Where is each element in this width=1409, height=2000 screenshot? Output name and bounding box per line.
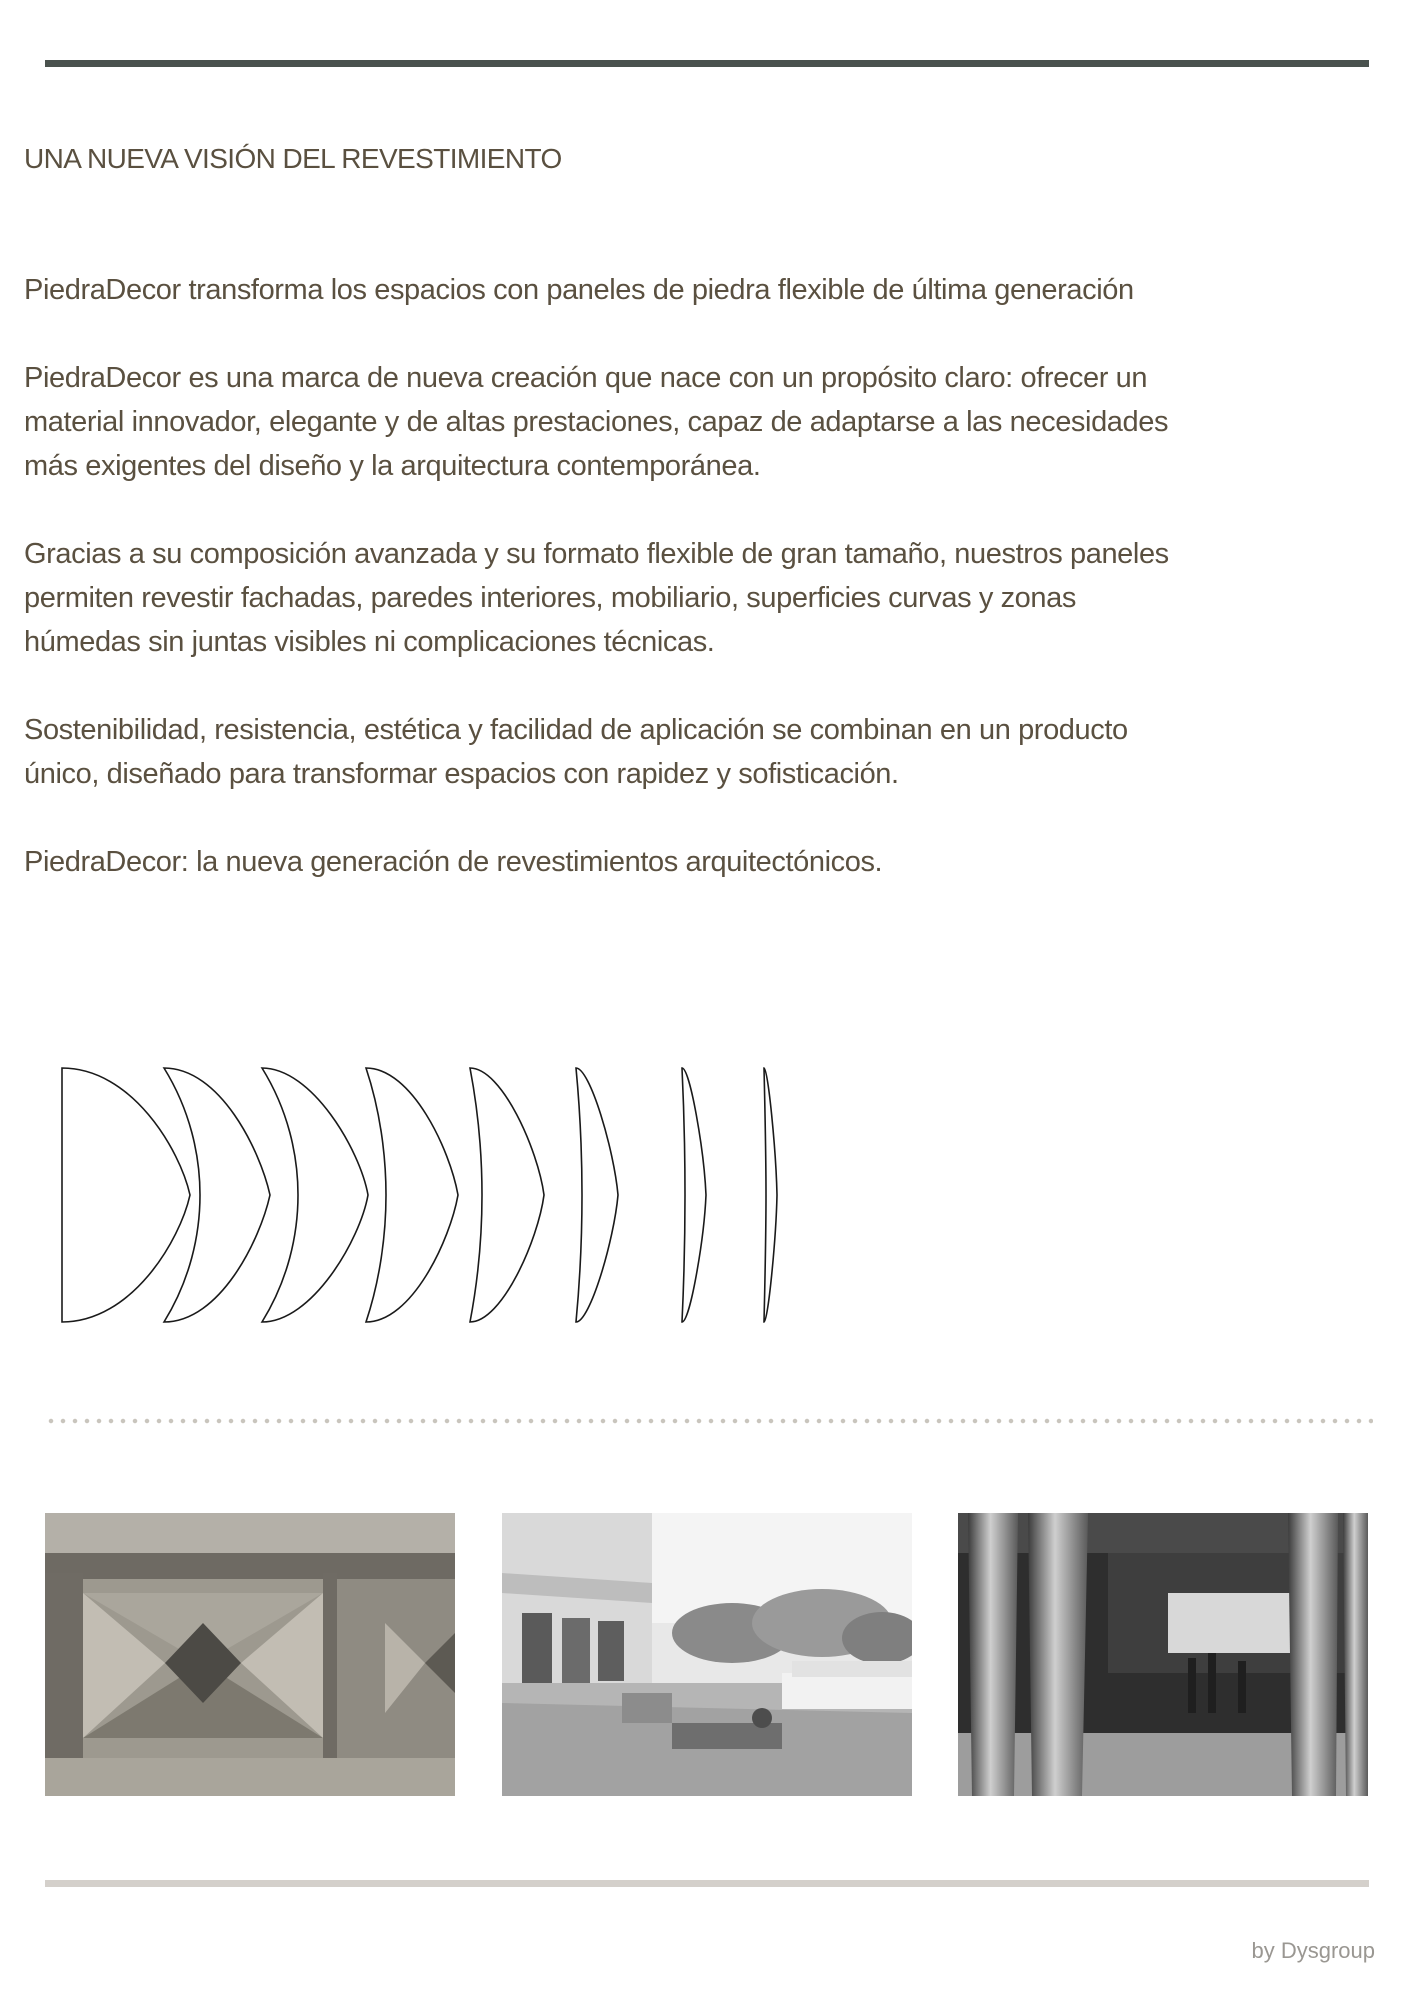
curve-shape-7: [682, 1068, 706, 1322]
curve-shape-3: [262, 1068, 368, 1322]
bottom-divider: [45, 1880, 1369, 1887]
flexible-panel-curves-illustration: [50, 1060, 790, 1330]
top-divider: [45, 60, 1369, 67]
curve-shape-4: [366, 1068, 458, 1322]
page-title: UNA NUEVA VISIÓN DEL REVESTIMIENTO: [24, 143, 562, 174]
paragraph-2: PiedraDecor es una marca de nueva creación que nace con un propósito claro: ofrecer un material innovador, elegante y de altas prestaciones, capaz de adaptarse a las necesidades más exigentes del diseño y la arquitectura contemporánea.: [24, 362, 1169, 482]
curve-shape-2: [164, 1068, 270, 1322]
curve-shape-6: [576, 1068, 618, 1322]
terrace-photo: [502, 1513, 912, 1796]
paragraph-1: PiedraDecor transforma los espacios con paneles de piedra flexible de última generación: [24, 274, 1134, 306]
intro-text: [24, 268, 1184, 884]
curve-shape-5: [470, 1068, 544, 1322]
stone-lattice-photo: [45, 1513, 455, 1796]
dotted-divider: [45, 1418, 1373, 1424]
curve-shape-8: [764, 1068, 777, 1322]
paragraph-5: PiedraDecor: la nueva generación de revestimientos arquitectónicos.: [24, 846, 883, 878]
curve-shape-1: [62, 1068, 190, 1322]
curved-interior-photo: [958, 1513, 1368, 1796]
paragraph-3: Gracias a su composición avanzada y su formato flexible de gran tamaño, nuestros paneles permiten revestir fachadas, paredes interiores, mobiliario, superficies curvas y zonas húmedas sin juntas visibles ni complicaciones técnicas.: [24, 538, 1169, 658]
paragraph-4: Sostenibilidad, resistencia, estética y facilidad de aplicación se combinan en un producto único, diseñado para transformar espacios con rapidez y sofisticación.: [24, 714, 1128, 790]
brand-byline: by Dysgroup: [1251, 1938, 1375, 1963]
